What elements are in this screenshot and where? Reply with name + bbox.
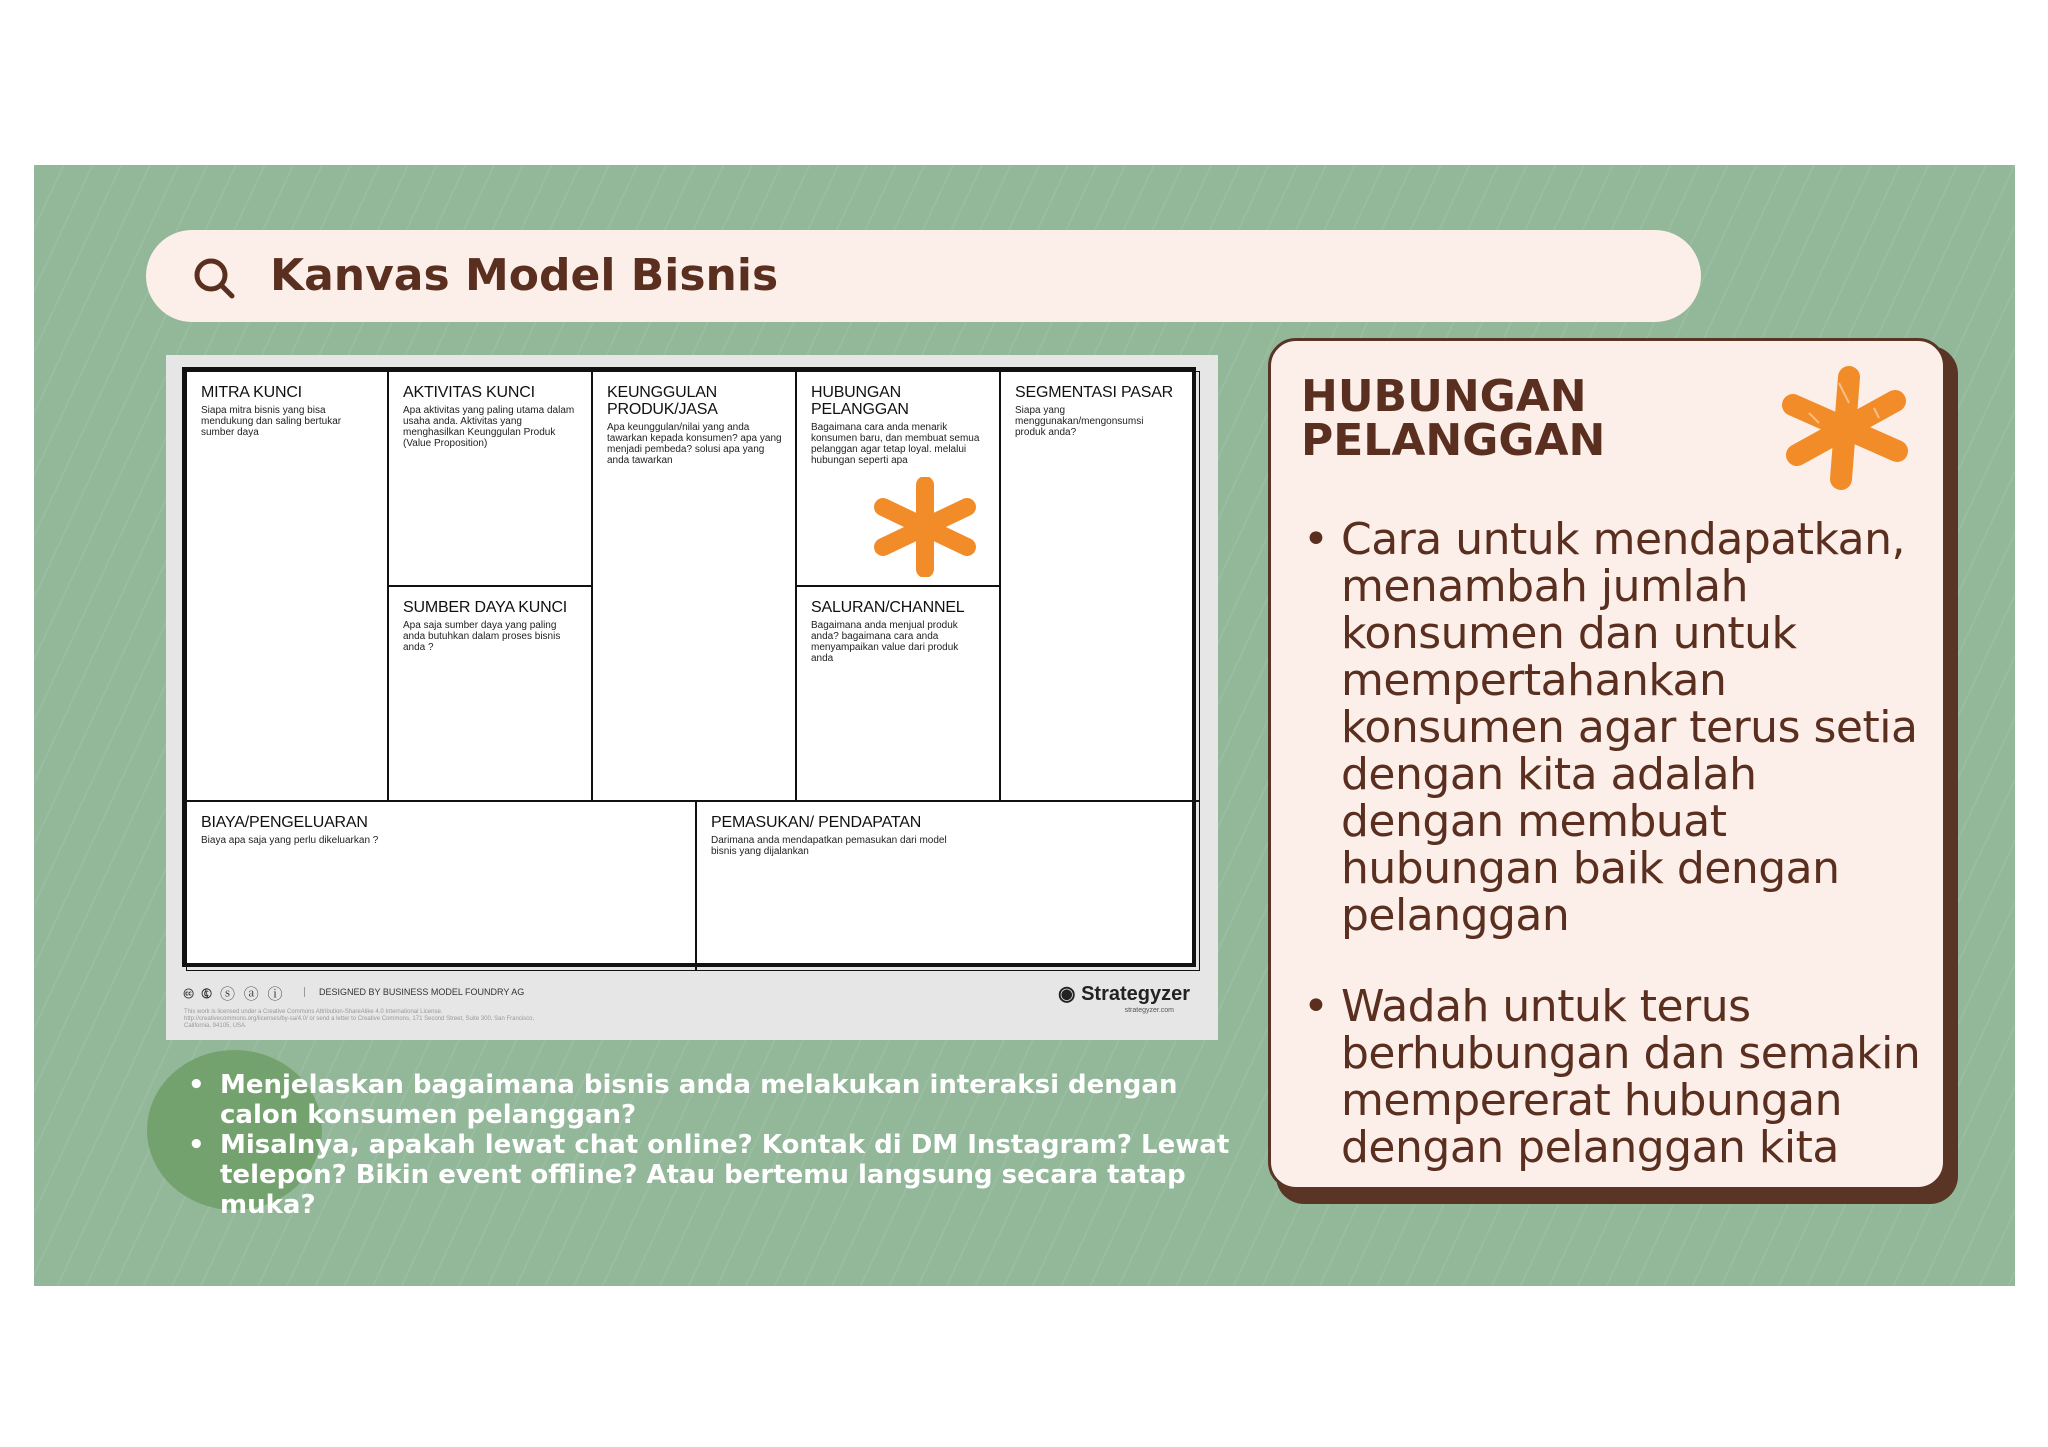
list-item: • Misalnya, apakah lewat chat online? Kontak di DM Instagram? Lewat telepon? Bikin event offline? Atau bertemu langsung secara tatap muka?: [186, 1130, 1236, 1220]
strategyzer-logo: [1058, 981, 1190, 1006]
cell-title: AKTIVITAS KUNCI: [403, 384, 535, 401]
cell-segmentasi-pasar: [1000, 371, 1200, 801]
cell-desc: Bagaimana anda menjual produk anda? bagaimana cara anda menyampaikan value dari produk anda: [811, 620, 959, 664]
page-title: Kanvas Model Bisnis: [270, 250, 779, 301]
cell-desc: Darimana anda mendapatkan pemasukan dari model bisnis yang dijalankan: [711, 835, 947, 857]
card-bullet-list: [1301, 516, 1931, 1215]
cell-mitra-kunci: [186, 371, 388, 801]
designed-by: DESIGNED BY BUSINESS MODEL FOUNDRY AG: [304, 987, 524, 997]
cell-desc: Apa keunggulan/nilai yang anda tawarkan kepada konsumen? apa yang menjadi pembeda? solusi apa yang anda tawarkan: [607, 422, 782, 466]
list-item: • Cara untuk mendapatkan, menambah jumlah konsumen dan untuk mempertahankan konsumen agar terus setia dengan kita adalah dengan membuat hubungan baik dengan pelanggan: [1301, 516, 1931, 939]
card-title-line: HUBUNGAN: [1301, 371, 1587, 422]
info-card: [1268, 338, 1946, 1190]
card-title-line: PELANGGAN: [1301, 415, 1606, 466]
cell-title: MITRA KUNCI: [201, 384, 302, 401]
cell-hubungan-pelanggan: [796, 371, 1000, 586]
cell-title: BIAYA/PENGELUARAN: [201, 814, 368, 831]
cell-desc: Apa aktivitas yang paling utama dalam usaha anda. Aktivitas yang menghasilkan Keunggulan Produk (Value Proposition): [403, 405, 575, 449]
license-text: This work is licensed under a Creative Commons Attribution-ShareAlike 4.0 International License. http://creativecommons.org/licenses/by-sa/4.0/ or send a letter to Creative Commons, 171 Second Street, Suite 300, San Francisco, California, 94105, USA.: [184, 1009, 535, 1029]
cell-desc: Siapa yang menggunakan/mengonsumsi produk anda?: [1015, 405, 1144, 438]
canvas-footer: [184, 975, 1194, 1035]
cell-title: SUMBER DAYA KUNCI: [403, 599, 568, 616]
cell-saluran-channel: [796, 586, 1000, 801]
cell-title: HUBUNGAN PELANGGAN: [811, 384, 909, 418]
cell-keunggulan-produk: [592, 371, 796, 801]
cell-desc: Biaya apa saja yang perlu dikeluarkan ?: [201, 835, 379, 846]
explanation-list: [186, 1070, 1236, 1220]
cell-desc: Apa saja sumber daya yang paling anda butuhkan dalam proses bisnis anda ?: [403, 620, 561, 653]
asterisk-icon: [865, 477, 985, 577]
cell-biaya-pengeluaran: [186, 801, 696, 971]
list-item: • Menjelaskan bagaimana bisnis anda melakukan interaksi dengan calon konsumen pelanggan?: [186, 1070, 1236, 1130]
cell-aktivitas-kunci: [388, 371, 592, 586]
card-title: [1301, 371, 1721, 466]
search-bar[interactable]: [146, 230, 1701, 322]
cell-title: PEMASUKAN/ PENDAPATAN: [711, 814, 922, 831]
list-item: • Wadah untuk terus berhubungan dan semakin mempererat hubungan dengan pelanggan kita: [1301, 983, 1931, 1171]
strategyzer-icon: ◉: [1058, 983, 1076, 1005]
asterisk-icon: [1779, 363, 1909, 493]
cell-pemasukan-pendapatan: [696, 801, 1200, 971]
creative-commons-icons: 🅭 🅮 ⓢ ⓐ ⓘ: [184, 985, 285, 1003]
cell-title: SALURAN/CHANNEL: [811, 599, 965, 616]
cell-title: KEUNGGULAN PRODUK/JASA: [607, 384, 718, 418]
cell-desc: Siapa mitra bisnis yang bisa mendukung dan saling bertukar sumber daya: [201, 405, 342, 438]
canvas-grid: [182, 367, 1196, 967]
brand-name: Strategyzer: [1081, 983, 1190, 1005]
business-model-canvas-image: [166, 355, 1218, 1040]
brand-url: strategyzer.com: [1124, 1007, 1174, 1014]
slide: [34, 165, 2015, 1286]
search-icon: [190, 254, 238, 302]
cell-desc: Bagaimana cara anda menarik konsumen baru, dan membuat semua pelanggan agar tetap loyal. melalui hubungan seperti apa: [811, 422, 980, 466]
cell-title: SEGMENTASI PASAR: [1015, 384, 1174, 401]
cell-sumber-daya-kunci: [388, 586, 592, 801]
